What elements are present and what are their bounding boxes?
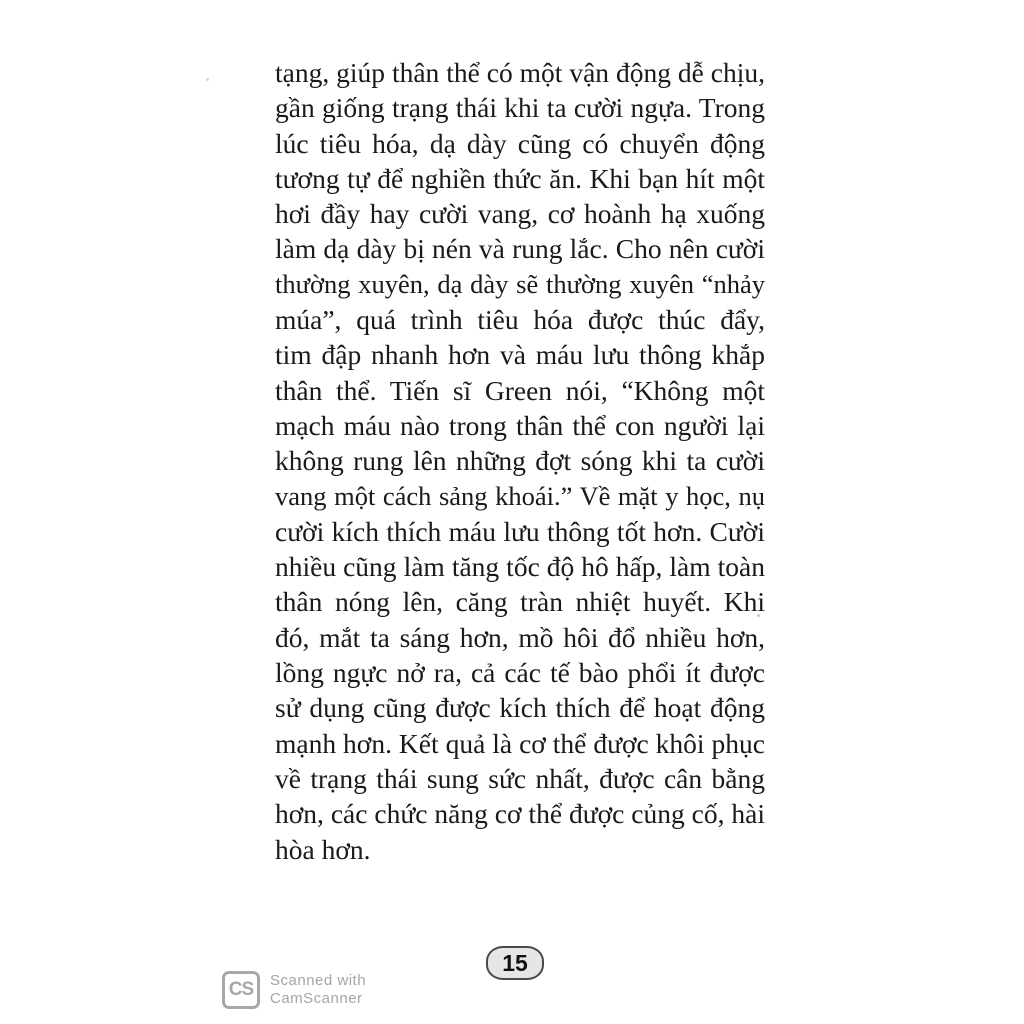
scan-speck [206,78,209,81]
text-line: nhiều cũng làm tăng tốc độ hô hấp, làm toàn [275,551,765,583]
camscanner-watermark [222,968,366,1012]
text-line: làm dạ dày bị nén và rung lắc. Cho nên cười [275,233,765,265]
text-line: không rung lên những đợt sóng khi ta cười [275,445,765,477]
text-line: cười kích thích máu lưu thông tốt hơn. Cười [275,515,765,547]
text-line: tạng, giúp thân thể có một vận động dễ chịu, [275,57,765,88]
camscanner-logo-icon [222,971,260,1009]
text-line: lồng ngực nở ra, cả các tế bào phổi ít được [275,657,765,689]
watermark-line-2: CamScanner [270,990,363,1007]
watermark-line-1: Scanned with [270,972,367,989]
page-number: 15 [502,949,528,976]
text-line: hơi đầy hay cười vang, cơ hoành hạ xuống [275,198,765,230]
text-line: thân thể. Tiến sĩ Green nói, “Không một [275,374,765,406]
body-text [275,55,765,867]
camscanner-logo-text: CS [228,979,254,1000]
text-line: tương tự để nghiền thức ăn. Khi bạn hít một [275,162,765,194]
text-line: gần giống trạng thái khi ta cười ngựa. Trong [275,92,765,124]
text-line: mạnh hơn. Kết quả là cơ thể được khôi phục [275,727,765,759]
text-line: vang một cách sảng khoái.” Về mặt y học, nụ [275,480,765,511]
text-line: sử dụng cũng được kích thích để hoạt động [275,692,765,724]
text-line: thường xuyên, dạ dày sẽ thường xuyên “nhảy [275,268,765,299]
text-line: lúc tiêu hóa, dạ dày cũng có chuyển động [275,127,765,159]
text-line: hòa hơn. [275,833,371,865]
page-number-badge [486,946,544,980]
text-line: mạch máu nào trong thân thể con người lại [275,409,765,441]
text-line: tim đập nhanh hơn và máu lưu thông khắp [275,339,765,371]
text-line: về trạng thái sung sức nhất, được cân bằng [275,762,765,794]
text-line: múa”, quá trình tiêu hóa được thúc đẩy, [275,304,765,336]
text-line: đó, mắt ta sáng hơn, mồ hôi đổ nhiều hơn, [275,621,765,653]
text-line: hơn, các chức năng cơ thể được củng cố, hài [275,798,765,830]
watermark-text [270,972,366,1008]
text-line: thân nóng lên, căng tràn nhiệt huyết. Khi [275,586,765,618]
